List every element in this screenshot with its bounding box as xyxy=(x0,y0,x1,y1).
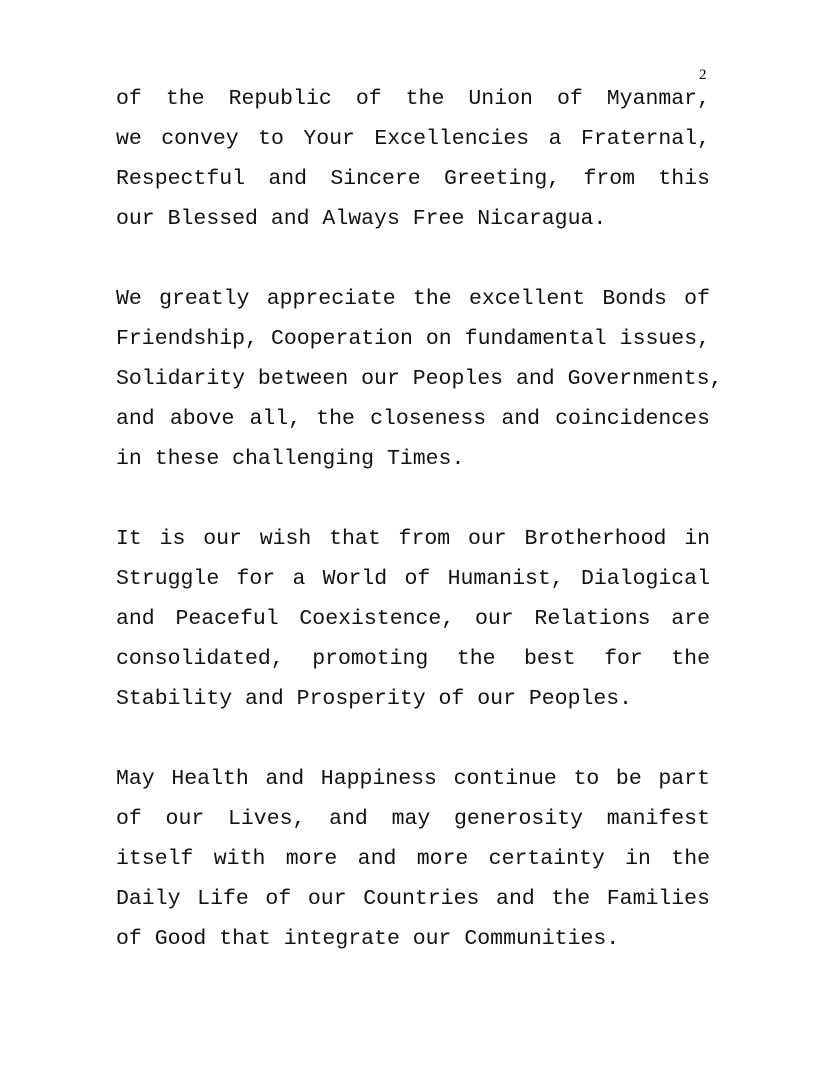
text-line: It is our wish that from our Brotherhood in xyxy=(116,527,710,551)
paragraph-greeting xyxy=(116,79,710,239)
text-line: Friendship, Cooperation on fundamental issues, xyxy=(116,327,710,351)
paragraph-health xyxy=(116,759,710,959)
text-line: and above all, the closeness and coincidences xyxy=(116,407,710,431)
text-line: itself with more and more certainty in the xyxy=(116,847,710,871)
text-line: consolidated, promoting the best for the xyxy=(116,647,710,671)
text-line: May Health and Happiness continue to be part xyxy=(116,767,710,791)
text-line: our Blessed and Always Free Nicaragua. xyxy=(116,207,607,231)
page-number: 2 xyxy=(699,67,707,83)
text-line: Stability and Prosperity of our Peoples. xyxy=(116,687,633,711)
text-line: We greatly appreciate the excellent Bonds of xyxy=(116,287,710,311)
text-line: of our Lives, and may generosity manifest xyxy=(116,807,710,831)
paragraph-appreciation xyxy=(116,279,723,479)
text-line: we convey to Your Excellencies a Fraternal, xyxy=(116,127,710,151)
text-line: and Peaceful Coexistence, our Relations are xyxy=(116,607,710,631)
paragraph-wish xyxy=(116,519,710,719)
text-line: Solidarity between our Peoples and Governments, xyxy=(116,367,723,391)
text-line: in these challenging Times. xyxy=(116,447,465,471)
letter-body xyxy=(116,79,723,999)
text-line: Respectful and Sincere Greeting, from this xyxy=(116,167,710,191)
text-line: of the Republic of the Union of Myanmar, xyxy=(116,87,710,111)
text-line: of Good that integrate our Communities. xyxy=(116,927,620,951)
text-line: Struggle for a World of Humanist, Dialogical xyxy=(116,567,710,591)
text-line: Daily Life of our Countries and the Families xyxy=(116,887,710,911)
